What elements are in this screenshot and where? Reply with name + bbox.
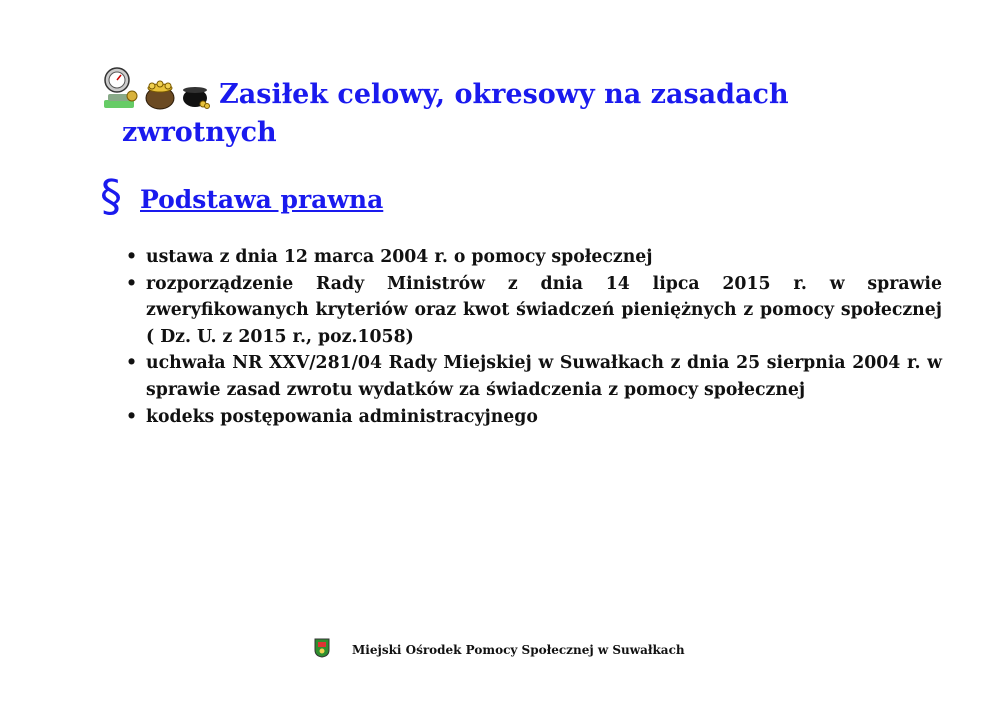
list-item-text: rozporządzenie Rady Ministrów z dnia 14 lipca 2015 r. w sprawie zweryfikowanych kryteriów oraz kwot świadczeń pieniężnych z pomocy społecznej ( Dz. U. z 2015 r., poz.1058) xyxy=(146,273,942,347)
footer-text: Miejski Ośrodek Pomocy Społecznej w Suwałkach xyxy=(352,643,685,657)
suwalki-coat-of-arms-icon xyxy=(314,638,330,662)
section-mark: § xyxy=(100,171,122,222)
title-icons xyxy=(100,66,210,114)
bullet-icon: • xyxy=(126,353,138,374)
title-line-2: zwrotnych xyxy=(122,117,277,148)
list-item-text: uchwała NR XXV/281/04 Rady Miejskiej w Suwałkach z dnia 25 sierpnia 2004 r. w sprawie zasad zwrotu wydatków za świadczenia z pomocy społecznej xyxy=(146,353,942,400)
money-pot-clipart-icon xyxy=(142,78,178,114)
bullet-icon: • xyxy=(126,247,138,267)
scale-clipart-icon xyxy=(100,66,140,114)
bullet-icon: • xyxy=(126,406,138,427)
page-title xyxy=(100,66,860,114)
section-title: Podstawa prawna xyxy=(140,185,384,214)
pot-of-gold-clipart-icon xyxy=(180,82,210,114)
legal-basis-list xyxy=(118,244,942,430)
list-item xyxy=(118,350,942,403)
list-item xyxy=(118,404,942,431)
title-line-1: Zasiłek celowy, okresowy na zasadach xyxy=(219,79,789,110)
section-heading xyxy=(100,172,383,222)
list-item xyxy=(118,244,942,271)
list-item-text: ustawa z dnia 12 marca 2004 r. o pomocy społecznej xyxy=(146,247,653,267)
bullet-icon: • xyxy=(126,273,138,294)
footer xyxy=(314,638,685,662)
list-item xyxy=(118,271,942,351)
list-item-text: kodeks postępowania administracyjnego xyxy=(146,406,538,427)
